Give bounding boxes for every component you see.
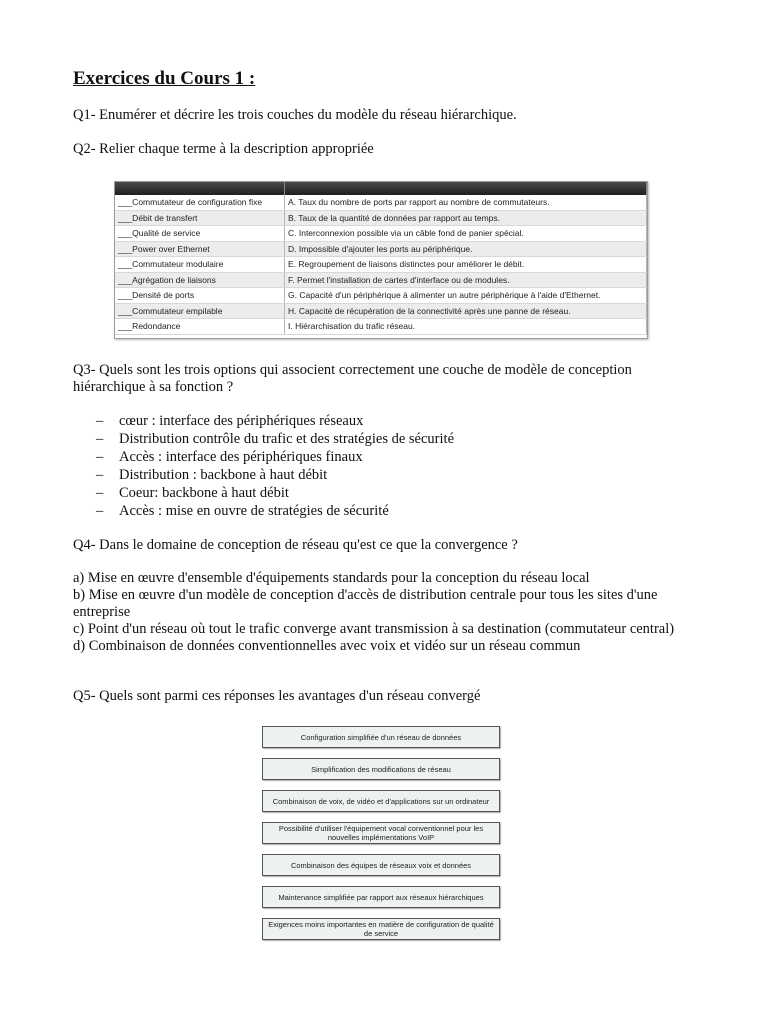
q3-options-list bbox=[96, 412, 454, 520]
term-cell: ___Qualité de service bbox=[115, 226, 285, 242]
term-cell: ___Débit de transfert bbox=[115, 210, 285, 226]
list-item-text: cœur : interface des périphériques réseaux bbox=[119, 413, 364, 429]
list-item bbox=[96, 502, 454, 520]
description-cell: B. Taux de la quantité de données par rapport au temps. bbox=[285, 210, 647, 226]
table-row bbox=[115, 319, 647, 335]
description-cell: H. Capacité de récupération de la connectivité après une panne de réseau. bbox=[285, 303, 647, 319]
matching-table bbox=[115, 182, 647, 335]
list-item bbox=[96, 448, 454, 466]
list-item bbox=[96, 412, 454, 430]
q5-option-box: Combinaison des équipes de réseaux voix et données bbox=[262, 854, 500, 876]
description-cell: A. Taux du nombre de ports par rapport au nombre de commutateurs. bbox=[285, 195, 647, 210]
table-header-cell bbox=[285, 182, 647, 195]
answer-b: b) Mise en œuvre d'un modèle de conception d'accès de distribution centrale pour tous les sites d'une entreprise bbox=[73, 587, 658, 620]
table-row bbox=[115, 241, 647, 257]
q5-option-box: Maintenance simplifiée par rapport aux réseaux hiérarchiques bbox=[262, 886, 500, 908]
description-cell: E. Regroupement de liaisons distinctes pour améliorer le débit. bbox=[285, 257, 647, 273]
q5-option-box: Combinaison de voix, de vidéo et d'applications sur un ordinateur bbox=[262, 790, 500, 812]
table-header-cell bbox=[115, 182, 285, 195]
answer-d: d) Combinaison de données conventionnelles avec voix et vidéo sur un réseau commun bbox=[73, 638, 581, 654]
page-title: Exercices du Cours 1 : bbox=[73, 68, 256, 89]
dash-bullet: – bbox=[96, 449, 104, 465]
answer-a: a) Mise en œuvre d'ensemble d'équipements standards pour la conception du réseau local bbox=[73, 570, 590, 586]
list-item-text: Distribution : backbone à haut débit bbox=[119, 467, 328, 483]
description-cell: C. Interconnexion possible via un câble fond de panier spécial. bbox=[285, 226, 647, 242]
term-cell: ___Commutateur de configuration fixe bbox=[115, 195, 285, 210]
q5-option-box: Configuration simplifiée d'un réseau de données bbox=[262, 726, 500, 748]
question-3: Q3- Quels sont les trois options qui associent correctement une couche de modèle de conception hiérarchique à sa fonction ? bbox=[73, 362, 632, 395]
dash-bullet: – bbox=[96, 413, 104, 429]
term-cell: ___Power over Ethernet bbox=[115, 241, 285, 257]
q5-option-box: Simplification des modifications de réseau bbox=[262, 758, 500, 780]
dash-bullet: – bbox=[96, 467, 104, 483]
table-row bbox=[115, 303, 647, 319]
description-cell: G. Capacité d'un périphérique à alimenter un autre périphérique à l'aide d'Ethernet. bbox=[285, 288, 647, 304]
list-item-text: Accès : interface des périphériques finaux bbox=[119, 449, 363, 465]
table-row bbox=[115, 272, 647, 288]
term-cell: ___Agrégation de liaisons bbox=[115, 272, 285, 288]
question-2: Q2- Relier chaque terme à la description appropriée bbox=[73, 141, 374, 157]
table-row bbox=[115, 195, 647, 210]
description-cell: I. Hiérarchisation du trafic réseau. bbox=[285, 319, 647, 335]
table-row bbox=[115, 226, 647, 242]
description-cell: F. Permet l'installation de cartes d'interface ou de modules. bbox=[285, 272, 647, 288]
question-4: Q4- Dans le domaine de conception de réseau qu'est ce que la convergence ? bbox=[73, 537, 518, 553]
term-cell: ___Commutateur modulaire bbox=[115, 257, 285, 273]
q4-answers bbox=[73, 570, 693, 655]
term-cell: ___Densité de ports bbox=[115, 288, 285, 304]
term-cell: ___Redondance bbox=[115, 319, 285, 335]
table-row bbox=[115, 210, 647, 226]
list-item-text: Accès : mise en ouvre de stratégies de sécurité bbox=[119, 503, 389, 519]
table-row bbox=[115, 257, 647, 273]
q5-option-box: Possibilité d'utiliser l'équipement vocal conventionnel pour les nouvelles implémentations VoIP bbox=[262, 822, 500, 844]
dash-bullet: – bbox=[96, 485, 104, 501]
term-cell: ___Commutateur empilable bbox=[115, 303, 285, 319]
dash-bullet: – bbox=[96, 431, 104, 447]
list-item bbox=[96, 484, 454, 502]
description-cell: D. Impossible d'ajouter les ports au périphérique. bbox=[285, 241, 647, 257]
table-header-row bbox=[115, 182, 647, 195]
list-item-text: Distribution contrôle du trafic et des stratégies de sécurité bbox=[119, 431, 455, 447]
list-item bbox=[96, 466, 454, 484]
list-item bbox=[96, 430, 454, 448]
answer-c: c) Point d'un réseau où tout le trafic converge avant transmission à sa destination (commutateur central) bbox=[73, 621, 675, 637]
table-row bbox=[115, 288, 647, 304]
list-item-text: Coeur: backbone à haut débit bbox=[119, 485, 289, 501]
question-1: Q1- Enumérer et décrire les trois couches du modèle du réseau hiérarchique. bbox=[73, 107, 517, 123]
q5-option-box: Exigences moins importantes en matière de configuration de qualité de service bbox=[262, 918, 500, 940]
matching-table-image bbox=[114, 181, 648, 339]
question-5: Q5- Quels sont parmi ces réponses les avantages d'un réseau convergé bbox=[73, 688, 481, 704]
dash-bullet: – bbox=[96, 503, 104, 519]
